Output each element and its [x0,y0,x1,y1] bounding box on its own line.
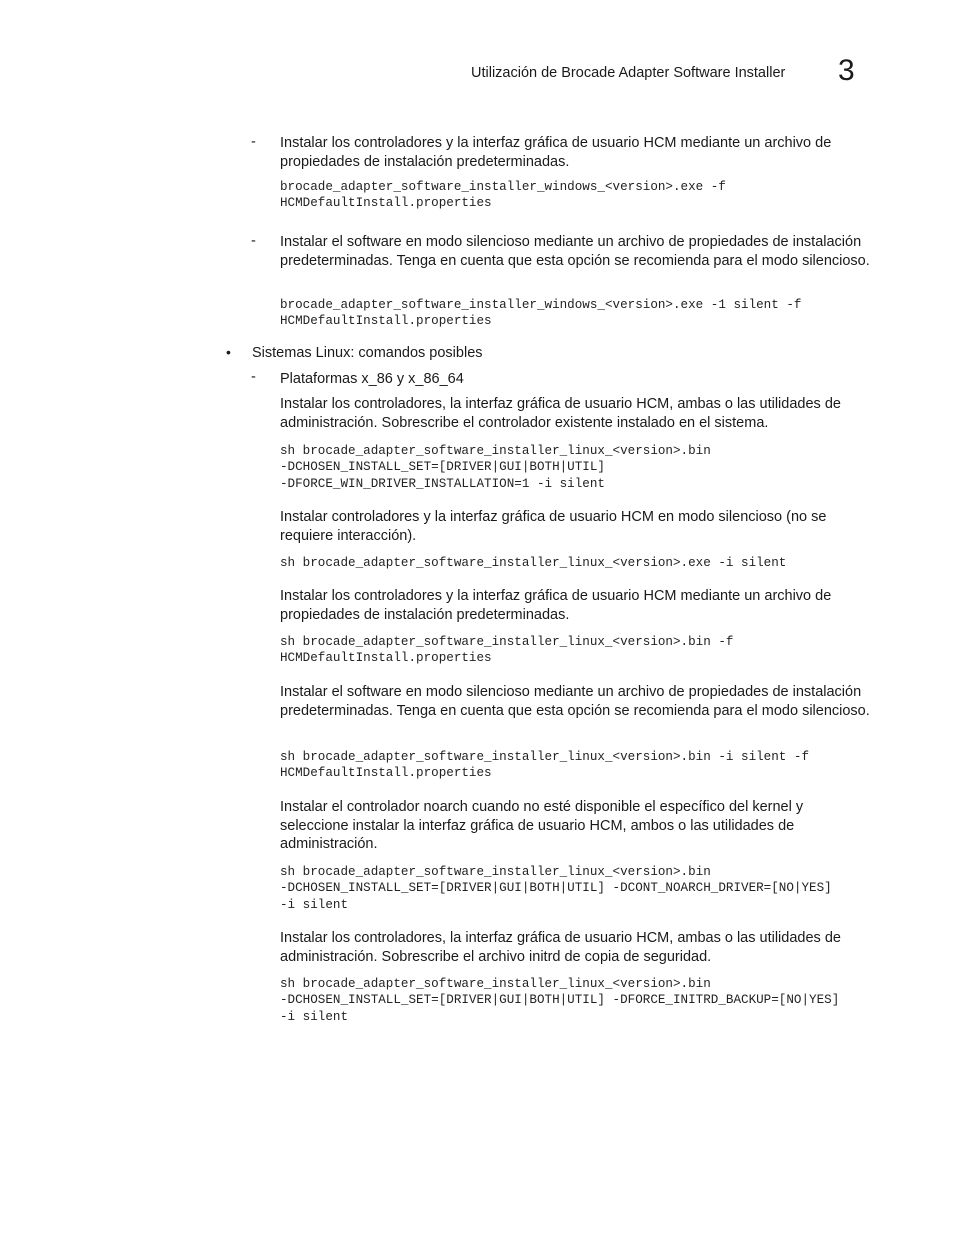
linux-item-code: sh brocade_adapter_software_installer_linux_<version>.exe -i silent [280,556,787,570]
linux-item-code: sh brocade_adapter_software_installer_linux_<version>.bin -DCHOSEN_INSTALL_SET=[DRIVER|GUI|BOTH|UTIL] -DFORCE_INITRD_BACKUP=[NO|YES] -i silent [280,977,840,1024]
windows-item-code: brocade_adapter_software_installer_windows_<version>.exe -f HCMDefaultInstall.properties [280,180,726,211]
windows-item-code: brocade_adapter_software_installer_windows_<version>.exe -1 silent -f HCMDefaultInstall.properties [280,298,802,329]
linux-bullet-text: Sistemas Linux: comandos posibles [252,345,483,361]
linux-item-text: Instalar los controladores y la interfaz gráfica de usuario HCM mediante un archivo de propiedades de instalación predeterminadas. [280,588,832,623]
dash-marker: - [251,134,256,150]
linux-item-code: sh brocade_adapter_software_installer_linux_<version>.bin -DCHOSEN_INSTALL_SET=[DRIVER|GUI|BOTH|UTIL] -DCONT_NOARCH_DRIVER=[NO|YES] -i silent [280,865,832,912]
windows-item-text: Instalar el software en modo silencioso mediante un archivo de propiedades de instalación predeterminadas. Tenga en cuenta que esta opción se recomienda para el modo silencioso. [280,234,870,269]
bullet-marker: • [226,344,231,360]
linux-item-code: sh brocade_adapter_software_installer_linux_<version>.bin -DCHOSEN_INSTALL_SET=[DRIVER|GUI|BOTH|UTIL] -DFORCE_WIN_DRIVER_INSTALLATION=1 -i silent [280,444,711,491]
linux-item-text: Instalar los controladores, la interfaz gráfica de usuario HCM, ambas o las utilidades de administración. Sobrescribe el controlador existente instalado en el sistema. [280,396,841,431]
header-title: Utilización de Brocade Adapter Software Installer [471,65,786,81]
linux-platform-text: Plataformas x_86 y x_86_64 [280,371,464,387]
linux-item-text: Instalar controladores y la interfaz gráfica de usuario HCM en modo silencioso (no se requiere interacción). [280,509,827,544]
windows-item-text: Instalar los controladores y la interfaz gráfica de usuario HCM mediante un archivo de propiedades de instalación predeterminadas. [280,135,832,170]
linux-item-text: Instalar el software en modo silencioso mediante un archivo de propiedades de instalación predeterminadas. Tenga en cuenta que esta opción se recomienda para el modo silencioso. [280,684,870,719]
chapter-number: 3 [838,54,855,87]
linux-item-code: sh brocade_adapter_software_installer_linux_<version>.bin -f HCMDefaultInstall.properties [280,635,734,666]
dash-marker: - [251,233,256,249]
linux-item-text: Instalar los controladores, la interfaz gráfica de usuario HCM, ambas o las utilidades de administración. Sobrescribe el archivo initrd de copia de seguridad. [280,930,841,965]
dash-marker: - [251,369,256,385]
linux-item-text: Instalar el controlador noarch cuando no esté disponible el específico del kernel y seleccione instalar la interfaz gráfica de usuario HCM, ambos o las utilidades de administración. [280,799,804,853]
linux-item-code: sh brocade_adapter_software_installer_linux_<version>.bin -i silent -f HCMDefaultInstall.properties [280,750,810,781]
